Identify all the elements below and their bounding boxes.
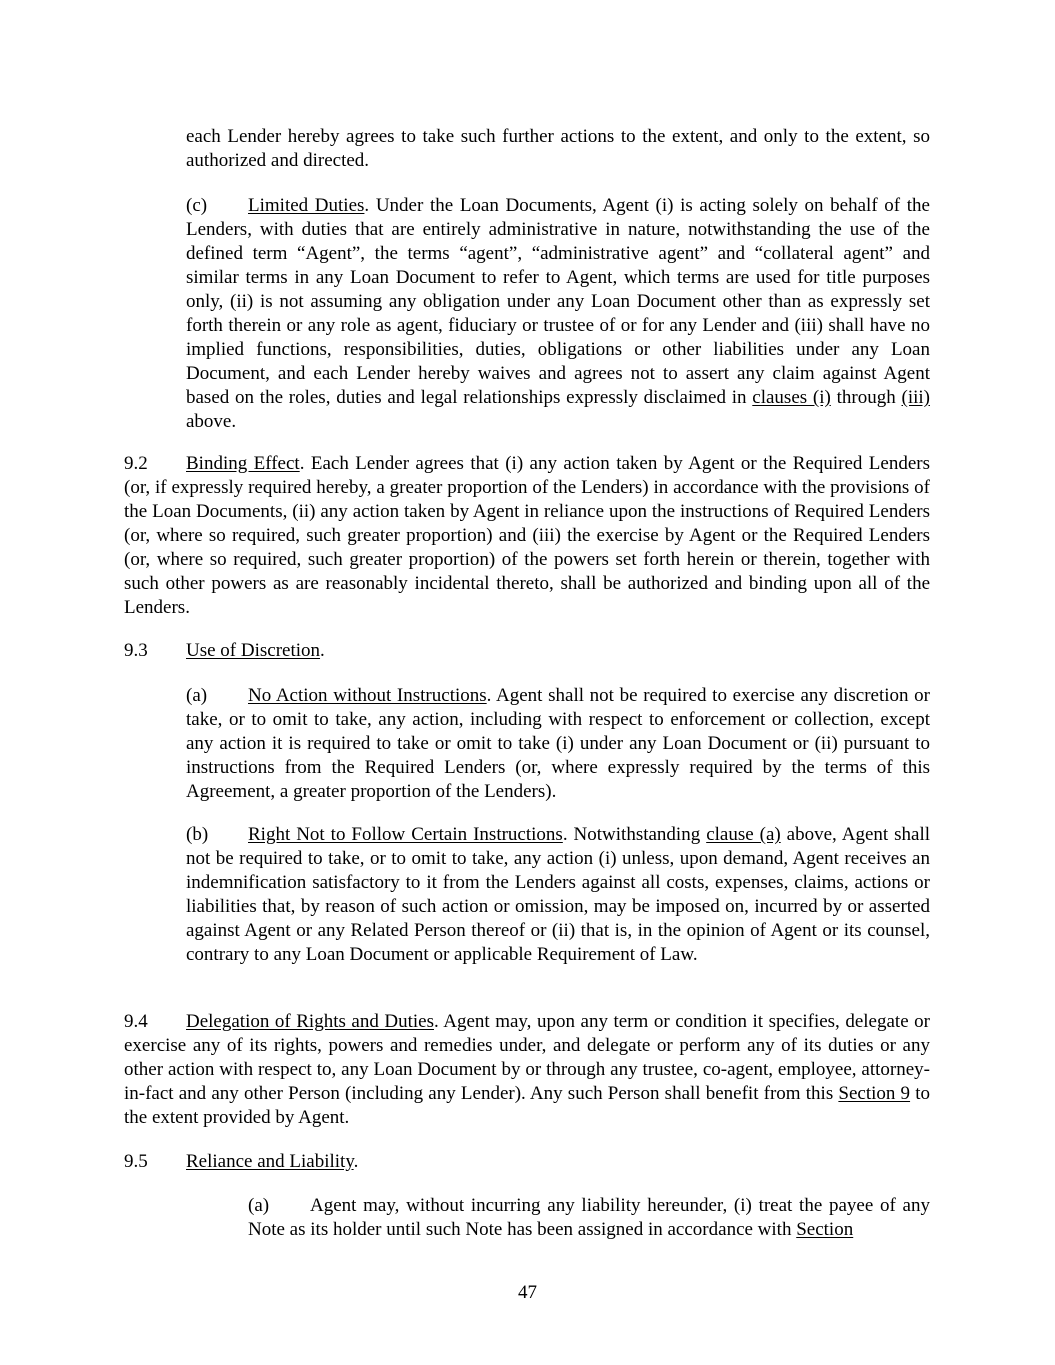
subsection-title: No Action without Instructions [248, 685, 487, 706]
section-9-2: 9.2 Binding Effect. Each Lender agrees that (i) any action taken by Agent or the Required Lenders (or, if expressly required hereby, a greater proportion of the Lenders) in accordance with the provisions of the Loan Documents, (ii) any action taken by Agent in reliance upon the instructions of Required Lenders (or, where so required, such greater proportion) and (iii) the exercise by Agent or the Required Lenders (or, where so required, such greater proportion) of the powers set forth herein or therein, together with such other powers as are reasonably incidental thereto, shall be authorized and binding upon all of the Lenders. [124, 453, 931, 618]
section-title: Reliance and Liability [186, 1151, 354, 1172]
subsection-title: Limited Duties [248, 195, 365, 216]
section-number: 9.4 [124, 1011, 148, 1032]
section-9-5: 9.5 Reliance and Liability. [124, 1151, 359, 1172]
page-number: 47 [518, 1282, 537, 1303]
subsection-9-5-a: (a) Agent may, without incurring any liability hereunder, (i) treat the payee of any Note as its holder until such Note has been assigned in accordance with Section [248, 1195, 930, 1240]
subsection-label: (c) [186, 195, 208, 216]
subsection-label: (b) [186, 824, 209, 845]
subsection-9-3-a: (a) No Action without Instructions. Agent shall not be required to exercise any discretion or take, or to omit to take, any action, including with respect to enforcement or collection, except any action it is required to take or omit to take (i) under any Loan Document or (ii) pursuant to instructions from the Required Lenders (or, where expressly required by the terms of this Agreement, a greater proportion of the Lenders). [186, 685, 931, 802]
cross-reference: clauses (i) [752, 387, 831, 408]
section-number: 9.3 [124, 640, 148, 661]
section-title: Use of Discretion [186, 640, 321, 661]
cross-reference: Section [796, 1219, 854, 1240]
subsection-9-3-b: (b) Right Not to Follow Certain Instructions. Notwithstanding clause (a) above, Agent shall not be required to take, or to omit to take, any action (i) unless, upon demand, Agent receives an indemnification satisfactory to it from the Lenders against all costs, expenses, claims, actions or liabilities that, by reason of such action or omission, may be imposed on, incurred by or asserted against Agent or any Related Person thereof or (ii) that is, in the opinion of Agent or its counsel, contrary to any Loan Document or applicable Requirement of Law. [186, 824, 931, 965]
subsection-title: Right Not to Follow Certain Instructions [248, 824, 563, 845]
section-title: Delegation of Rights and Duties [186, 1011, 434, 1032]
cross-reference: clause (a) [706, 824, 781, 845]
section-9-4: 9.4 Delegation of Rights and Duties. Agent may, upon any term or condition it specifies, delegate or exercise any of its rights, powers and remedies under, and delegate or perform any of its duties or any other action with respect to, any Loan Document by or through any trustee, co-agent, employee, attorney-in-fact and any other Person (including any Lender). Any such Person shall benefit from this Section 9 to the extent provided by Agent. [124, 1011, 931, 1128]
cross-reference: (iii) [901, 387, 930, 408]
paragraph-continuation: each Lender hereby agrees to take such further actions to the extent, and only to the extent, so authorized and directed. [186, 126, 930, 171]
section-title: Binding Effect [186, 453, 300, 474]
section-number: 9.5 [124, 1151, 148, 1172]
section-9-3: 9.3 Use of Discretion. [124, 640, 325, 661]
subsection-c: (c) Limited Duties. Under the Loan Documents, Agent (i) is acting solely on behalf of the Lenders, with duties that are entirely administrative in nature, notwithstanding the use of the defined term “Agent”, the terms “agent”, “administrative agent” and “collateral agent” and similar terms in any Loan Document to refer to Agent, which terms are used for title purposes only, (ii) is not assuming any obligation under any Loan Document other than as expressly set forth therein or any role as agent, fiduciary or trustee of or for any Lender and (iii) shall have no implied functions, responsibilities, duties, obligations or other liabilities under any Loan Document, and each Lender hereby waives and agrees not to assert any claim against Agent based on the roles, duties and legal relationships expressly disclaimed in clauses (i) through (iii) above. [186, 195, 930, 432]
subsection-label: (a) [186, 685, 208, 706]
cross-reference: Section 9 [838, 1083, 911, 1104]
subsection-label: (a) [248, 1195, 270, 1216]
section-number: 9.2 [124, 453, 148, 474]
